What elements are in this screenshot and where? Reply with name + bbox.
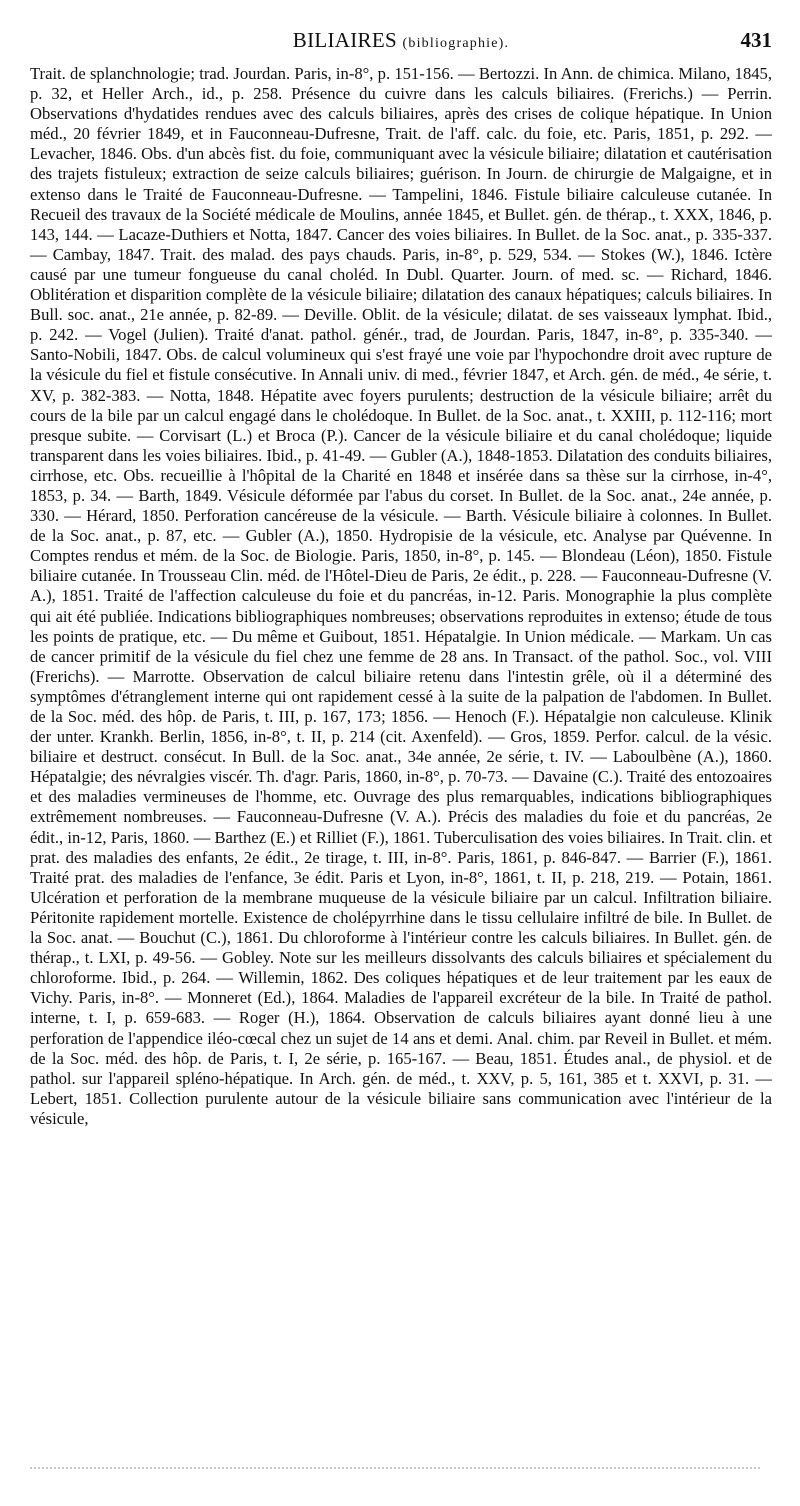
- page-number: 431: [740, 28, 772, 52]
- title-sub: (bibliographie).: [402, 36, 510, 51]
- title-main: BILIAIRES: [292, 28, 397, 52]
- bibliography-text: [30, 64, 772, 1129]
- page-title: [30, 28, 772, 53]
- bottom-edge-divider: [30, 1467, 760, 1472]
- running-header: [30, 20, 772, 64]
- bibliography-paragraph: Trait. de splanchnologie; trad. Jourdan. Paris, in-8°, p. 151-156. — Bertozzi. In Ann. de chimica. Milano, 1845, p. 32, et Heller Arch., id., p. 258. Présence du cuivre dans les calculs biliaires. (Frerichs.) — Perrin. Observations d'hydatides rendues avec des calculs biliaires, après des crises de colique hépatique. In Union méd., 20 février 1849, et in Fauconneau-Dufresne, Trait. de l'aff. calc. du foie, etc. Paris, 1851, p. 292. — Levacher, 1846. Obs. d'un abcès fist. du foie, communiquant avec la vésicule biliaire; dilatation et cautérisation des trajets fistuleux; extraction de seize calculs biliaires; guérison. In Journ. de chirurgie de Malgaigne, et in extenso dans le Traité de Fauconneau-Dufresne. — Tampelini, 1846. Fistule biliaire calculeuse cutanée. In Recueil des travaux de la Société médicale de Moulins, année 1845, et Bullet. gén. de thérap., t. XXX, 1846, p. 143, 144. — Lacaze-Duthiers et Notta, 1847. Cancer des voies biliaires. In Bullet. de la Soc. anat., p. 335-337. — Cambay, 1847. Trait. des malad. des pays chauds. Paris, in-8°, p. 529, 534. — Stokes (W.), 1846. Ictère causé par une tumeur fongueuse du canal choléd. In Dubl. Quarter. Journ. of med. sc. — Richard, 1846. Oblitération et disparition complète de la vésicule biliaire; dilatation des canaux hépatiques; calculs biliaires. In Bull. soc. anat., 21e année, p. 82-89. — Deville. Oblit. de la vésicule; dilatat. de ses vaisseaux lymphat. Ibid., p. 242. — Vogel (Julien). Traité d'anat. pathol. génér., trad, de Jourdan. Paris, 1847, in-8°, p. 335-340. — Santo-Nobili, 1847. Obs. de calcul volumineux qui s'est frayé une voie par l'hypochondre droit avec rupture de la vésicule du fiel et fistule consécutive. In Annali univ. di med., février 1847, et Arch. gén. de méd., 4e série, t. XV, p. 382-383. — Notta, 1848. Hépatite avec foyers purulents; destruction de la vésicule biliaire; arrêt du cours de la bile par un calcul engagé dans le cholédoque. In Bullet. de la Soc. anat., t. XXIII, p. 112-116; mort presque subite. — Corvisart (L.) et Broca (P.). Cancer de la vésicule biliaire et du canal cholédoque; liquide transparent dans les voies biliaires. Ibid., p. 41-49. — Gubler (A.), 1848-1853. Dilatation des conduits biliaires, cirrhose, etc. Obs. recueillie à l'hôpital de la Charité en 1848 et insérée dans sa thèse sur la cirrhose, in-4°, 1853, p. 34. — Barth, 1849. Vésicule déformée par l'abus du corset. In Bullet. de la Soc. anat., 24e année, p. 330. — Hérard, 1850. Perforation cancéreuse de la vésicule. — Barth. Vésicule biliaire à colonnes. In Bullet. de la Soc. anat., p. 87, etc. — Gubler (A.), 1850. Hydropisie de la vésicule, etc. Analyse par Quévenne. In Comptes rendus et mém. de la Soc. de Biologie. Paris, 1850, in-8°, p. 145. — Blondeau (Léon), 1850. Fistule biliaire cutanée. In Trousseau Clin. méd. de l'Hôtel-Dieu de Paris, 2e édit., p. 228. — Fauconneau-Dufresne (V. A.), 1851. Traité de l'affection calculeuse du foie et du pancréas, in-12. Paris. Monographie la plus complète qui ait été publiée. Indications bibliographiques nombreuses; observations reproduites in extenso; étude de tous les points de pratique, etc. — Du même et Guibout, 1851. Hépatalgie. In Union médicale. — Markam. Un cas de cancer primitif de la vésicule du fiel chez une femme de 28 ans. In Transact. of the pathol. Soc., vol. VIII (Frerichs). — Marrotte. Observation de calcul biliaire retenu dans l'intestin grêle, où il a déterminé des symptômes d'étranglement interne qui ont rapidement cessé à la suite de la palpation de l'abdomen. In Bullet. de la Soc. méd. des hôp. de Paris, t. III, p. 167, 173; 1856. — Henoch (F.). Hépatalgie non calculeuse. Klinik der unter. Krankh. Berlin, 1856, in-8°, t. II, p. 214 (cit. Axenfeld). — Gros, 1859. Perfor. calcul. de la vésic. biliaire et destruct. consécut. In Bull. de la Soc. anat., 34e année, 2e série, t. IV. — Laboulbène (A.), 1860. Hépatalgie; des névralgies viscér. Th. d'agr. Paris, 1860, in-8°, p. 70-73. — Davaine (C.). Traité des entozoaires et des maladies vermineuses de l'homme, etc. Ouvrage des plus remarquables, indications bibliographiques extrêmement nombreuses. — Fauconneau-Dufresne (V. A.). Précis des maladies du foie et du pancréas, 2e édit., in-12, Paris, 1860. — Barthez (E.) et Rilliet (F.), 1861. Tuberculisation des voies biliaires. In Trait. clin. et prat. des maladies des enfants, 2e édit., 2e tirage, t. III, in-8°. Paris, 1861, p. 846-847. — Barrier (F.), 1861. Traité prat. des maladies de l'enfance, 3e édit. Paris et Lyon, in-8°, 1861, t. II, p. 218, 219. — Potain, 1861. Ulcération et perforation de la membrane muqueuse de la vésicule biliaire par un calcul. Infiltration biliaire. Péritonite rapidement mortelle. Existence de cholépyrrhine dans le tissu cellulaire infiltré de bile. In Bullet. de la Soc. anat. — Bouchut (C.), 1861. Du chloroforme à l'intérieur contre les calculs biliaires. In Bullet. gén. de thérap., t. LXI, p. 49-56. — Gobley. Note sur les meilleurs dissolvants des calculs biliaires et spécialement du chloroforme. Ibid., p. 264. — Willemin, 1862. Des coliques hépatiques et de leur traitement par les eaux de Vichy. Paris, in-8°. — Monneret (Ed.), 1864. Maladies de l'appareil excréteur de la bile. In Traité de pathol. interne, t. I, p. 659-683. — Roger (H.), 1864. Observation de calculs biliaires ayant donné lieu à une perforation de l'appendice iléo-cœcal chez un sujet de 14 ans et demi. Anal. chim. par Reveil in Bullet. et mém. de la Soc. méd. des hôp. de Paris, t. I, 2e série, p. 165-167. — Beau, 1851. Études anal., de physiol. et de pathol. sur l'appareil spléno-hépatique. In Arch. gén. de méd., t. XXV, p. 5, 161, 385 et t. XXVI, p. 31. — Lebert, 1851. Collection purulente autour de la vésicule biliaire sans communication avec l'intérieur de la vésicule,: [30, 64, 772, 1128]
